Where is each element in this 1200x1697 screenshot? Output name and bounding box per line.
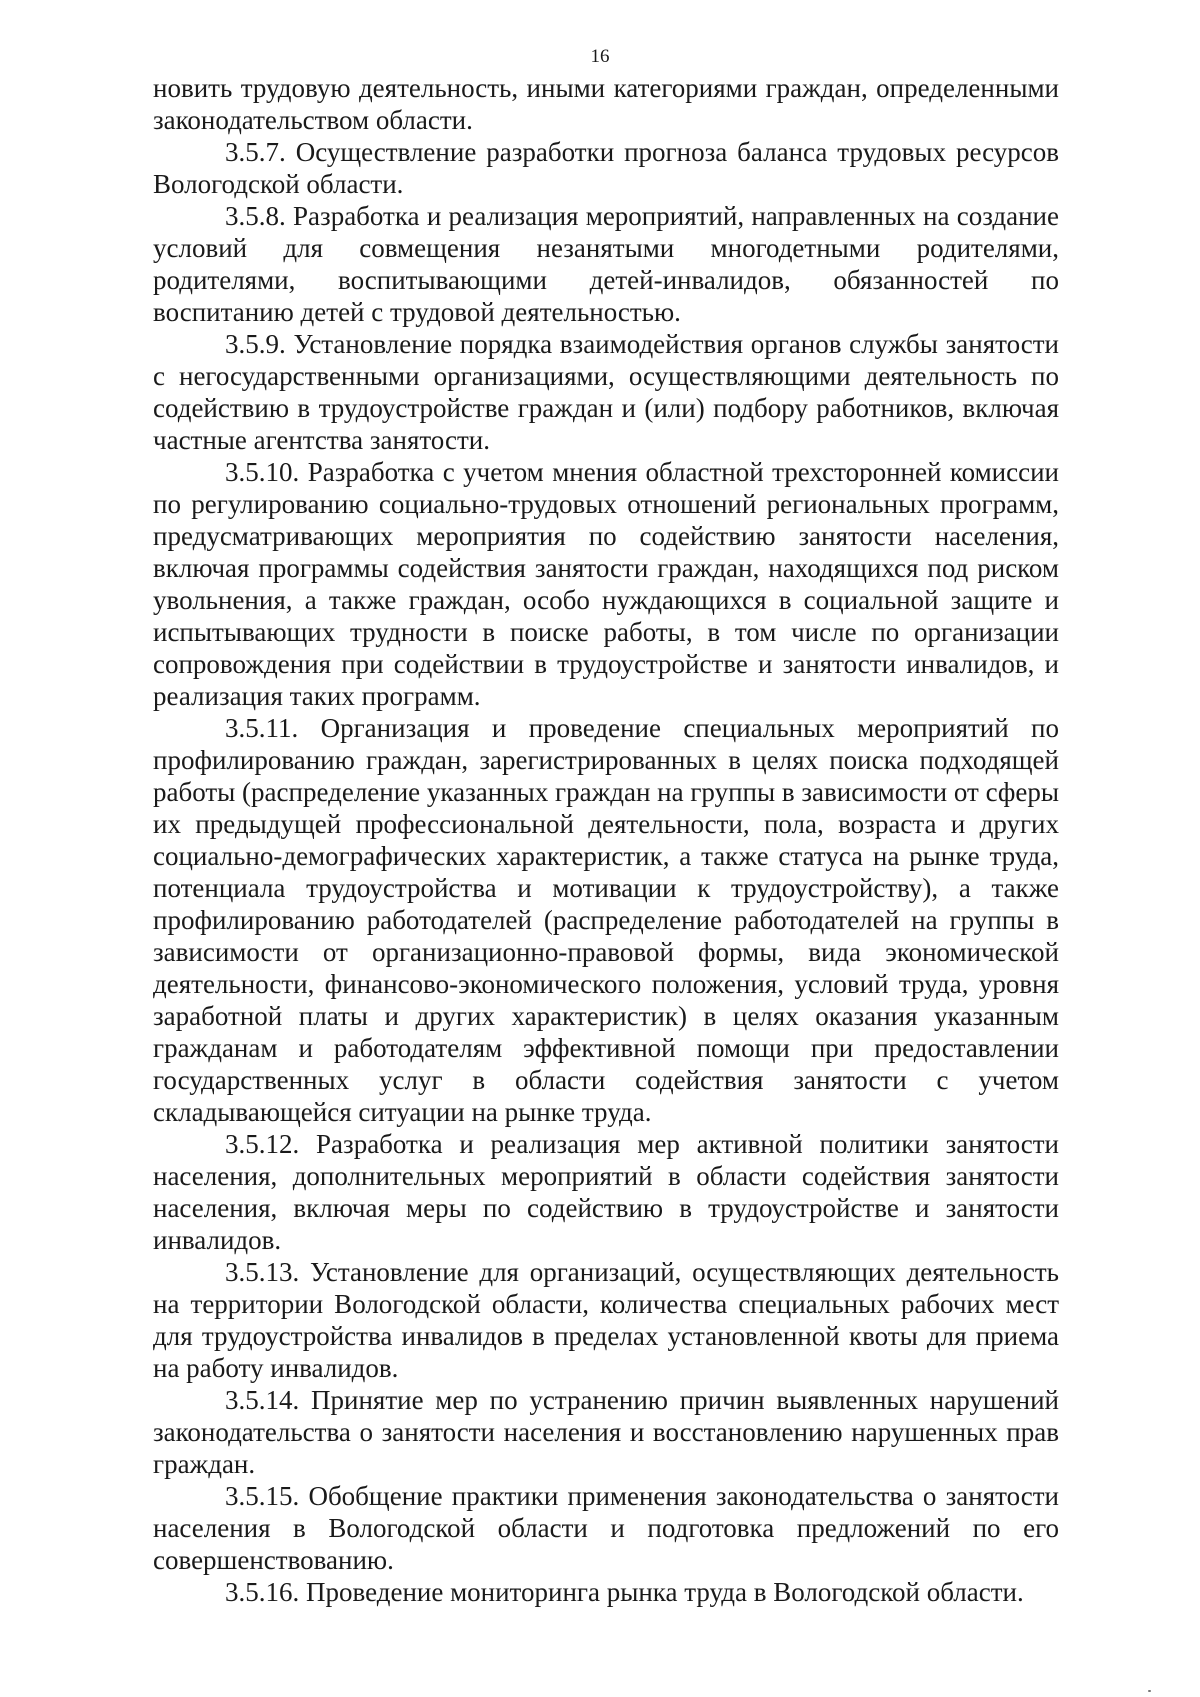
paragraph-3-5-8: 3.5.8. Разработка и реализация мероприятий, направленных на создание условий для совмещения незанятыми многодетными родителями, родителями, воспитывающими детей-инвалидов, обязанностей по воспитанию детей с трудовой деятельностью. <box>153 201 1059 327</box>
paragraph-continuation: новить трудовую деятельность, иными категориями граждан, определенными законодательством области. <box>153 73 1059 135</box>
paragraph-3-5-7: 3.5.7. Осуществление разработки прогноза баланса трудовых ресурсов Вологодской области. <box>153 137 1059 199</box>
paragraph-3-5-15: 3.5.15. Обобщение практики применения законодательства о занятости населения в Вологодской области и подготовка предложений по его совершенствованию. <box>153 1481 1059 1575</box>
paragraph-3-5-10: 3.5.10. Разработка с учетом мнения областной трехсторонней комиссии по регулированию социально-трудовых отношений региональных программ, предусматривающих мероприятия по содействию занятости населения, включая программы содействия занятости граждан, находящихся под риском увольнения, а также граждан, особо нуждающихся в социальной защите и испытывающих трудности в поиске работы, в том числе по организации сопровождения при содействии в трудоустройстве и занятости инвалидов, и реализация таких программ. <box>153 457 1059 711</box>
document-body <box>153 72 1059 1608</box>
paragraph-3-5-13: 3.5.13. Установление для организаций, осуществляющих деятельность на территории Вологодской области, количества специальных рабочих мест для трудоустройства инвалидов в пределах установленной квоты для приема на работу инвалидов. <box>153 1257 1059 1383</box>
paragraph-3-5-11: 3.5.11. Организация и проведение специальных мероприятий по профилированию граждан, зарегистрированных в целях поиска подходящей работы (распределение указанных граждан на группы в зависимости от сферы их предыдущей профессиональной деятельности, пола, возраста и других социально-демографических характеристик, а также статуса на рынке труда, потенциала трудоустройства и мотивации к трудоустройству), а также профилированию работодателей (распределение работодателей на группы в зависимости от организационно-правовой формы, вида экономической деятельности, финансово-экономического положения, условий труда, уровня заработной платы и других характеристик) в целях оказания указанным гражданам и работодателям эффективной помощи при предоставлении государственных услуг в области содействия занятости с учетом складывающейся ситуации на рынке труда. <box>153 713 1060 1127</box>
page-number: 16 <box>590 46 610 67</box>
paragraph-3-5-12: 3.5.12. Разработка и реализация мер активной политики занятости населения, дополнительных мероприятий в области содействия занятости населения, включая меры по содействию в трудоустройстве и занятости инвалидов. <box>153 1129 1059 1255</box>
scan-artifact <box>1148 1690 1151 1692</box>
paragraph-3-5-14: 3.5.14. Принятие мер по устранению причин выявленных нарушений законодательства о занятости населения и восстановлению нарушенных прав граждан. <box>153 1385 1059 1479</box>
paragraph-3-5-16: 3.5.16. Проведение мониторинга рынка труда в Вологодской области. <box>225 1577 1024 1607</box>
paragraph-3-5-9: 3.5.9. Установление порядка взаимодействия органов службы занятости с негосударственными организациями, осуществляющими деятельность по содействию в трудоустройстве граждан и (или) подбору работников, включая частные агентства занятости. <box>153 329 1059 455</box>
